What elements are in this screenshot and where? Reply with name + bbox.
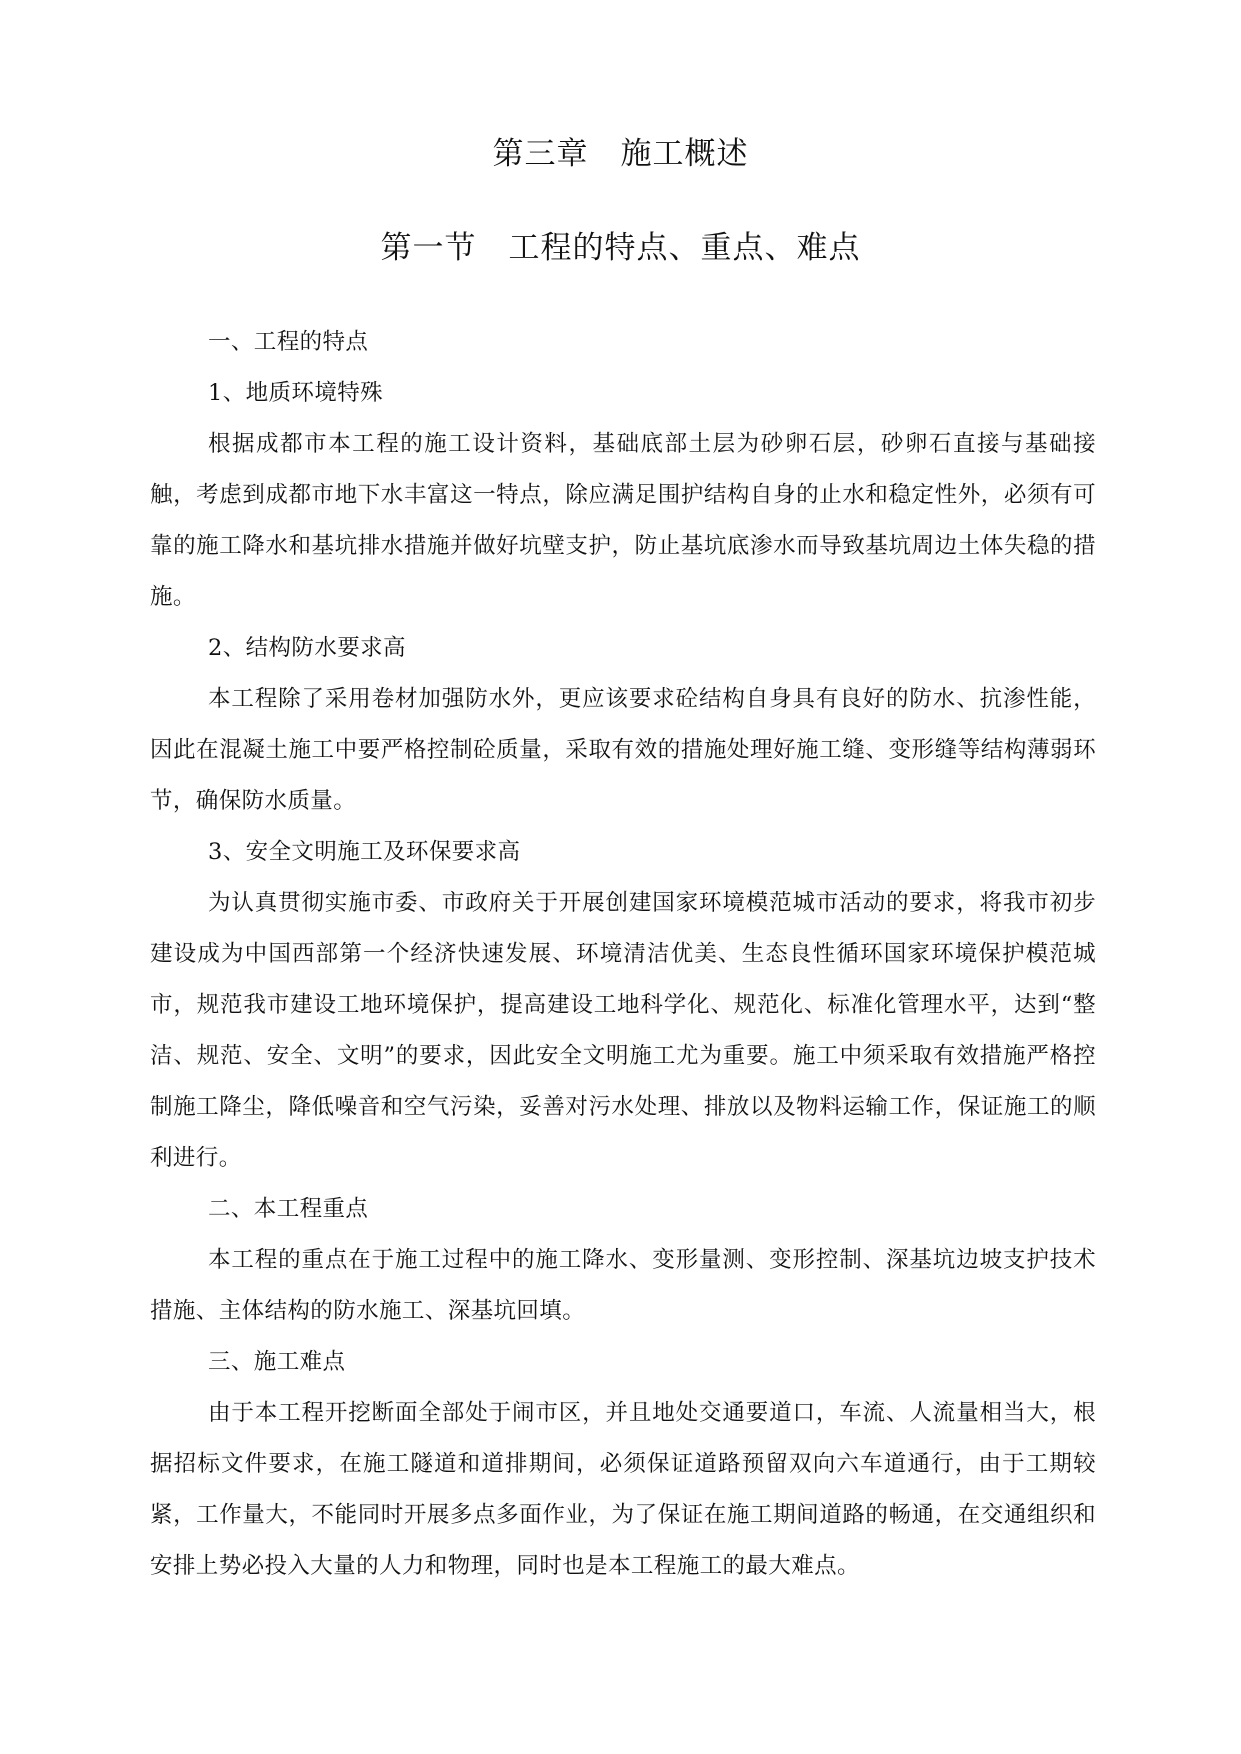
subheading-waterproofing: 2、结构防水要求高 bbox=[208, 635, 406, 661]
heading-key-points: 二、本工程重点 bbox=[208, 1196, 369, 1222]
paragraph-key-points: 本工程的重点在于施工过程中的施工降水、变形量测、变形控制、深基坑边坡支护技术措施、主体结构的防水施工、深基坑回填。 bbox=[150, 1247, 1096, 1324]
chapter-title: 第三章 施工概述 bbox=[492, 136, 749, 172]
paragraph-difficulties: 由于本工程开挖断面全部处于闹市区，并且地处交通要道口，车流、人流量相当大，根据招标文件要求，在施工隧道和道排期间，必须保证道路预留双向六车道通行，由于工期较紧，工作量大，不能同时开展多点多面作业，为了保证在施工期间道路的畅通，在交通组织和安排上势必投入大量的人力和物理，同时也是本工程施工的最大难点。 bbox=[150, 1400, 1096, 1579]
subheading-safety: 3、安全文明施工及环保要求高 bbox=[208, 839, 521, 865]
section-title: 第一节 工程的特点、重点、难点 bbox=[380, 230, 861, 266]
paragraph-safety: 为认真贯彻实施市委、市政府关于开展创建国家环境模范城市活动的要求，将我市初步建设成为中国西部第一个经济快速发展、环境清洁优美、生态良性循环国家环境保护模范城市，规范我市建设工地环境保护，提高建设工地科学化、规范化、标准化管理水平，达到“整洁、规范、安全、文明”的要求，因此安全文明施工尤为重要。施工中须采取有效措施严格控制施工降尘，降低噪音和空气污染，妥善对污水处理、排放以及物料运输工作，保证施工的顺利进行。 bbox=[150, 890, 1096, 1171]
paragraph-waterproofing: 本工程除了采用卷材加强防水外，更应该要求砼结构自身具有良好的防水、抗渗性能，因此在混凝土施工中要严格控制砼质量，采取有效的措施处理好施工缝、变形缝等结构薄弱环节，确保防水质量。 bbox=[150, 686, 1096, 814]
document-body bbox=[150, 317, 1096, 1592]
heading-difficulties: 三、施工难点 bbox=[208, 1349, 346, 1375]
heading-features: 一、工程的特点 bbox=[208, 329, 369, 355]
subheading-geology: 1、地质环境特殊 bbox=[208, 380, 384, 406]
paragraph-geology: 根据成都市本工程的施工设计资料，基础底部土层为砂卵石层，砂卵石直接与基础接触，考虑到成都市地下水丰富这一特点，除应满足围护结构自身的止水和稳定性外，必须有可靠的施工降水和基坑排水措施并做好坑壁支护，防止基坑底渗水而导致基坑周边土体失稳的措施。 bbox=[150, 431, 1096, 610]
